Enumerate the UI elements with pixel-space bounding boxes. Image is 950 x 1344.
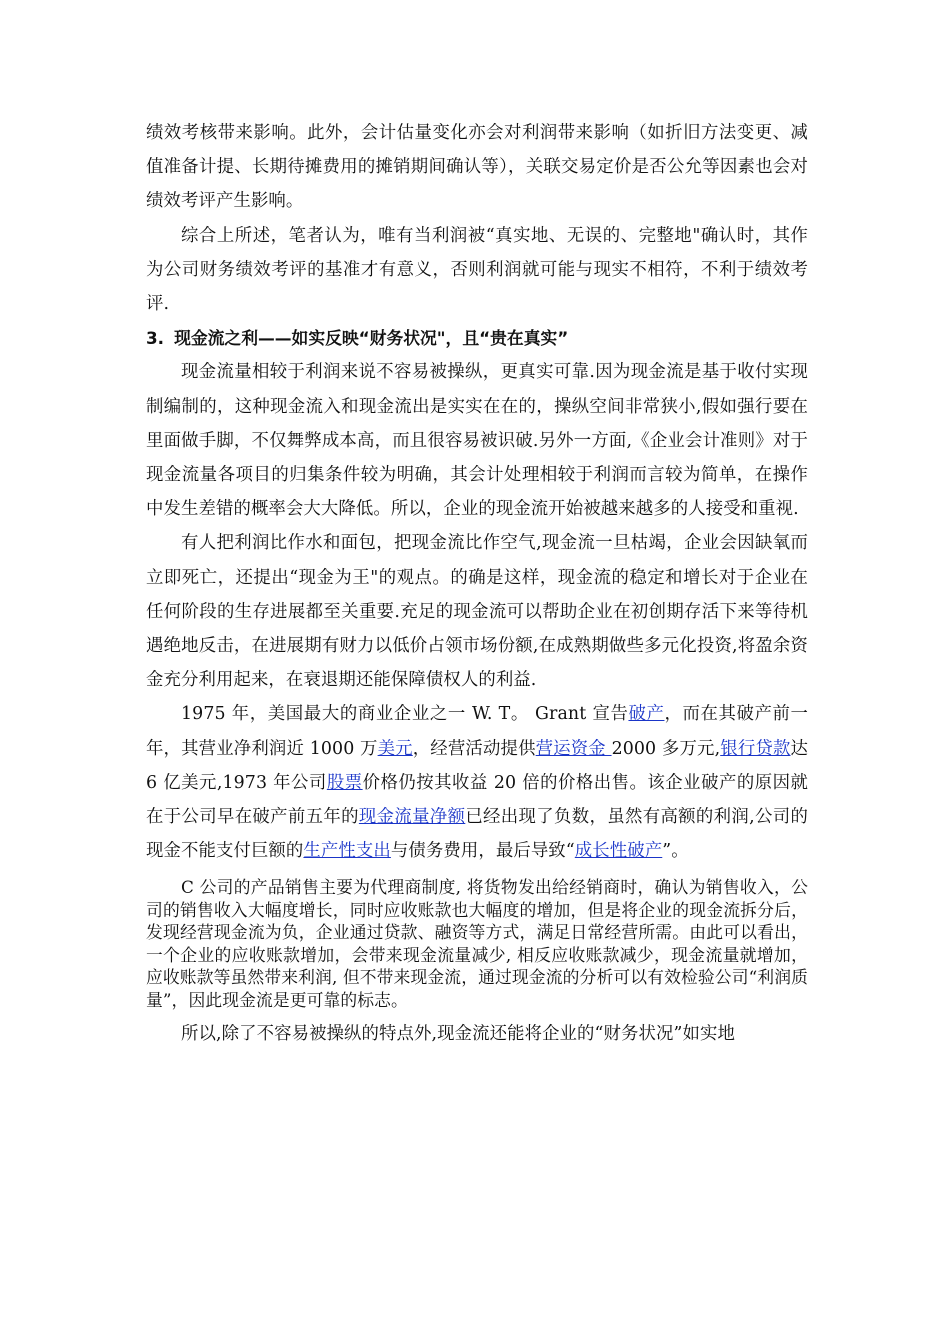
- paragraph-2: [146, 219, 808, 322]
- hyperlink[interactable]: 营运资金: [535, 738, 612, 759]
- paragraph-8: [146, 1017, 808, 1051]
- hyperlink[interactable]: 现金流量净额: [358, 807, 466, 828]
- text-segment: 与债务费用，最后导致“: [390, 841, 575, 862]
- hyperlink[interactable]: 成长性破产: [574, 841, 663, 862]
- text-segment: 价格仍按其收益 20 倍的价格出售。该企业破产的原因就在于公司早在破产前五年的: [146, 772, 808, 828]
- text-segment: ，而在其破产前一年，其营业净利润近 1000 万: [146, 704, 808, 759]
- document-page: [146, 116, 808, 1051]
- text-segment: 有人把利润比作水和面包，把现金流比作空气,现金流一旦枯竭，企业会因缺氧而立即死亡，还提出“现金为王"的观点。的确是这样，现金流的稳定和增长对于企业在任何阶段的生存进展都至关重要.充足的现金流可以帮助企业在初创期存活下来等待机遇绝地反击，在进展期有财力以低价占领市场份额,在成熟期做些多元化投资,将盈余资金充分利用起来，在衰退期还能保障债权人的利益.: [146, 533, 808, 691]
- heading-text: 现金流之利——如实反映“财务状况"，且“贵在真实”: [174, 328, 569, 349]
- text-segment: 所以,除了不容易被操纵的特点外,现金流还能将企业的“财务状况”如实地: [181, 1023, 735, 1044]
- text-segment: 现金流量相较于利润来说不容易被操纵，更真实可靠.因为现金流是基于收付实现制编制的，这种现金流入和现金流出是实实在在的，操纵空间非常狭小,假如强行要在里面做手脚，不仅舞弊成本高，而且很容易被识破.另外一方面,《企业会计准则》对于现金流量各项目的归集条件较为明确，其会计处理相较于利润而言较为简单，在操作中发生差错的概率会大大降低。所以，企业的现金流开始被越来越多的人接受和重视.: [146, 362, 808, 520]
- paragraph-7: [146, 876, 808, 1010]
- hyperlink[interactable]: 生产性支出: [303, 841, 391, 862]
- paragraph-6: [146, 697, 808, 868]
- text-segment: 绩效考核带来影响。此外，会计估量变化亦会对利润带来影响（如折旧方法变更、减值准备计提、长期待摊费用的摊销期间确认等），关联交易定价是否公允等因素也会对绩效考评产生影响。: [146, 123, 808, 212]
- text-segment: 综合上所述，笔者认为，唯有当利润被“真实地、无误的、完整地"确认时，其作为公司财务绩效考评的基准才有意义，否则利润就可能与现实不相符，不利于绩效考评.: [146, 225, 808, 315]
- hyperlink[interactable]: 美元: [377, 738, 413, 759]
- hyperlink[interactable]: 股票: [326, 772, 363, 793]
- hyperlink[interactable]: 破产: [628, 704, 665, 725]
- paragraph-5: [146, 526, 808, 697]
- text-segment: 2000 多万元,: [611, 738, 721, 759]
- text-segment: 已经出现了负数，虽然有高额的利润,公司的现金不能支付巨额的: [146, 807, 808, 862]
- text-segment: 1975 年，美国最大的商业企业之一 W. T。 Grant 宣告: [181, 704, 629, 725]
- text-segment: ”。: [662, 841, 689, 862]
- paragraph-4: [146, 355, 808, 526]
- heading-number: 3.: [146, 328, 165, 349]
- paragraph-1: [146, 116, 808, 219]
- text-segment: C 公司的产品销售主要为代理商制度, 将货物发出给经销商时，确认为销售收入，公司的销售收入大幅度增长，同时应收账款也大幅度的增加，但是将企业的现金流拆分后，发现经营现金流为负，企业通过贷款、融资等方式，满足日常经营所需。由此可以看出，一个企业的应收账款增加，会带来现金流量减少, 相反应收账款减少，现金流量就增加，应收账款等虽然带来利润, 但不带来现金流，通过现金流的分析可以有效检验公司“利润质量”，因此现金流是更可靠的标志。: [146, 877, 808, 1010]
- hyperlink[interactable]: 银行贷款: [720, 738, 791, 759]
- text-segment: 达 6 亿美元,1973 年公司: [146, 738, 809, 793]
- text-segment: ，经营活动提供: [412, 738, 536, 759]
- section-heading: [146, 321, 808, 355]
